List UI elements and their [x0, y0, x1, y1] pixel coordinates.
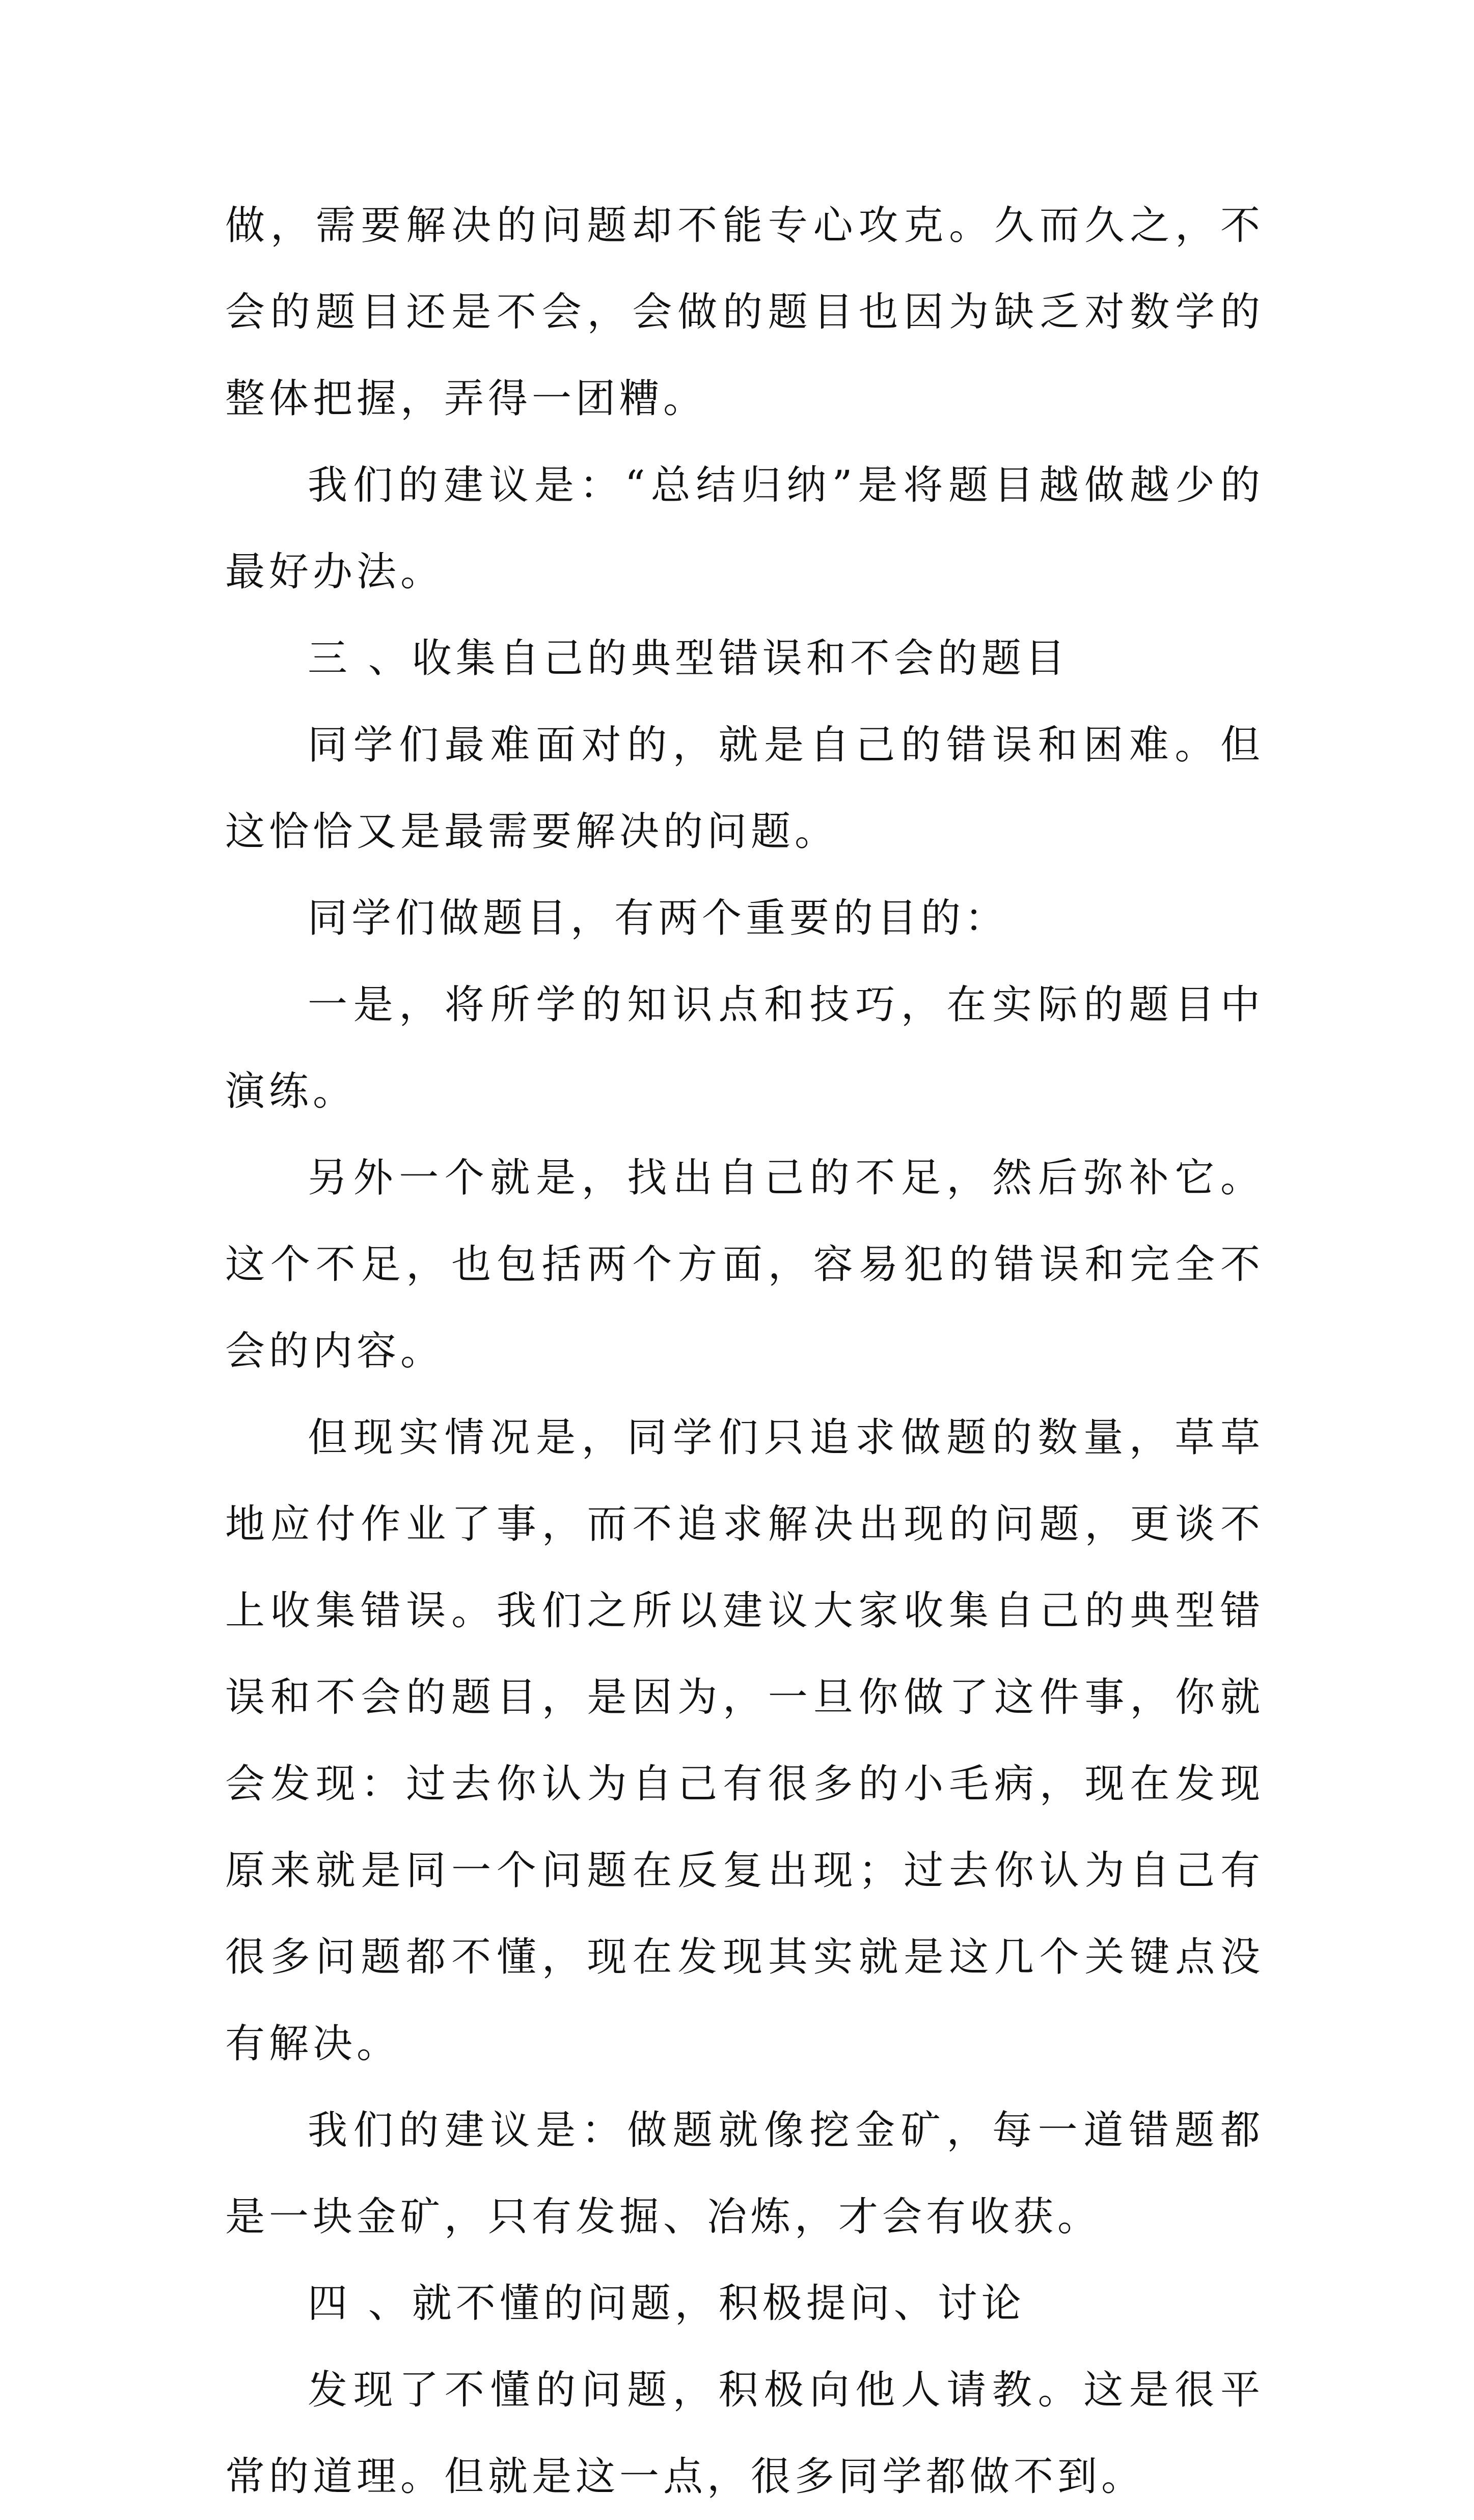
paragraph: 同学们最难面对的，就是自己的错误和困难。但这恰恰又是最需要解决的问题。	[225, 722, 1264, 855]
paragraph: 另外一个就是，找出自己的不足，然后弥补它。这个不足，也包括两个方面，容易犯的错误和完全不会的内容。	[225, 1155, 1264, 1374]
section-heading: 四 、就不懂的问题，积极提问、讨论	[308, 2281, 1025, 2326]
paragraph: 一是，将所学的知识点和技巧，在实际的题目中演练。	[225, 982, 1264, 1114]
paragraph: 但现实情况是，同学们只追求做题的数量，草草地应付作业了事，而不追求解决出现的问题，更谈不上收集错误。我们之所以建议大家收集自己的典型错误和不会的题目，是因为，一旦你做了这件事，你就会发现：过去你认为自己有很多的小毛病，现在发现原来就是同一个问题在反复出现；过去你认为自己有很多问题都不懂，现在发现其实就是这几个关键点没有解决。	[225, 1415, 1264, 2067]
document-body	[225, 182, 1264, 2520]
paragraph: 同学们做题目，有两个重要的目的：	[308, 895, 1009, 941]
paragraph: 做，需要解决的问题却不能专心攻克。久而久之，不会的题目还是不会，会做的题目也因为缺乏对数学的整体把握，弄得一团糟。	[225, 203, 1264, 422]
paragraph: 发现了不懂的问题，积极向他人请教。这是很平常的道理。但就是这一点，很多同学都做不到。	[225, 2367, 1264, 2500]
section-heading: 三 、收集自己的典型错误和不会的题目	[308, 636, 1069, 681]
paragraph: 我们的建议是：“总结归纳”是将题目越做越少的最好办法。	[225, 462, 1264, 595]
paragraph: 我们的建议是：做题就像挖金矿，每一道错题都是一块金矿，只有发掘、冶炼，才会有收获。	[225, 2107, 1264, 2240]
